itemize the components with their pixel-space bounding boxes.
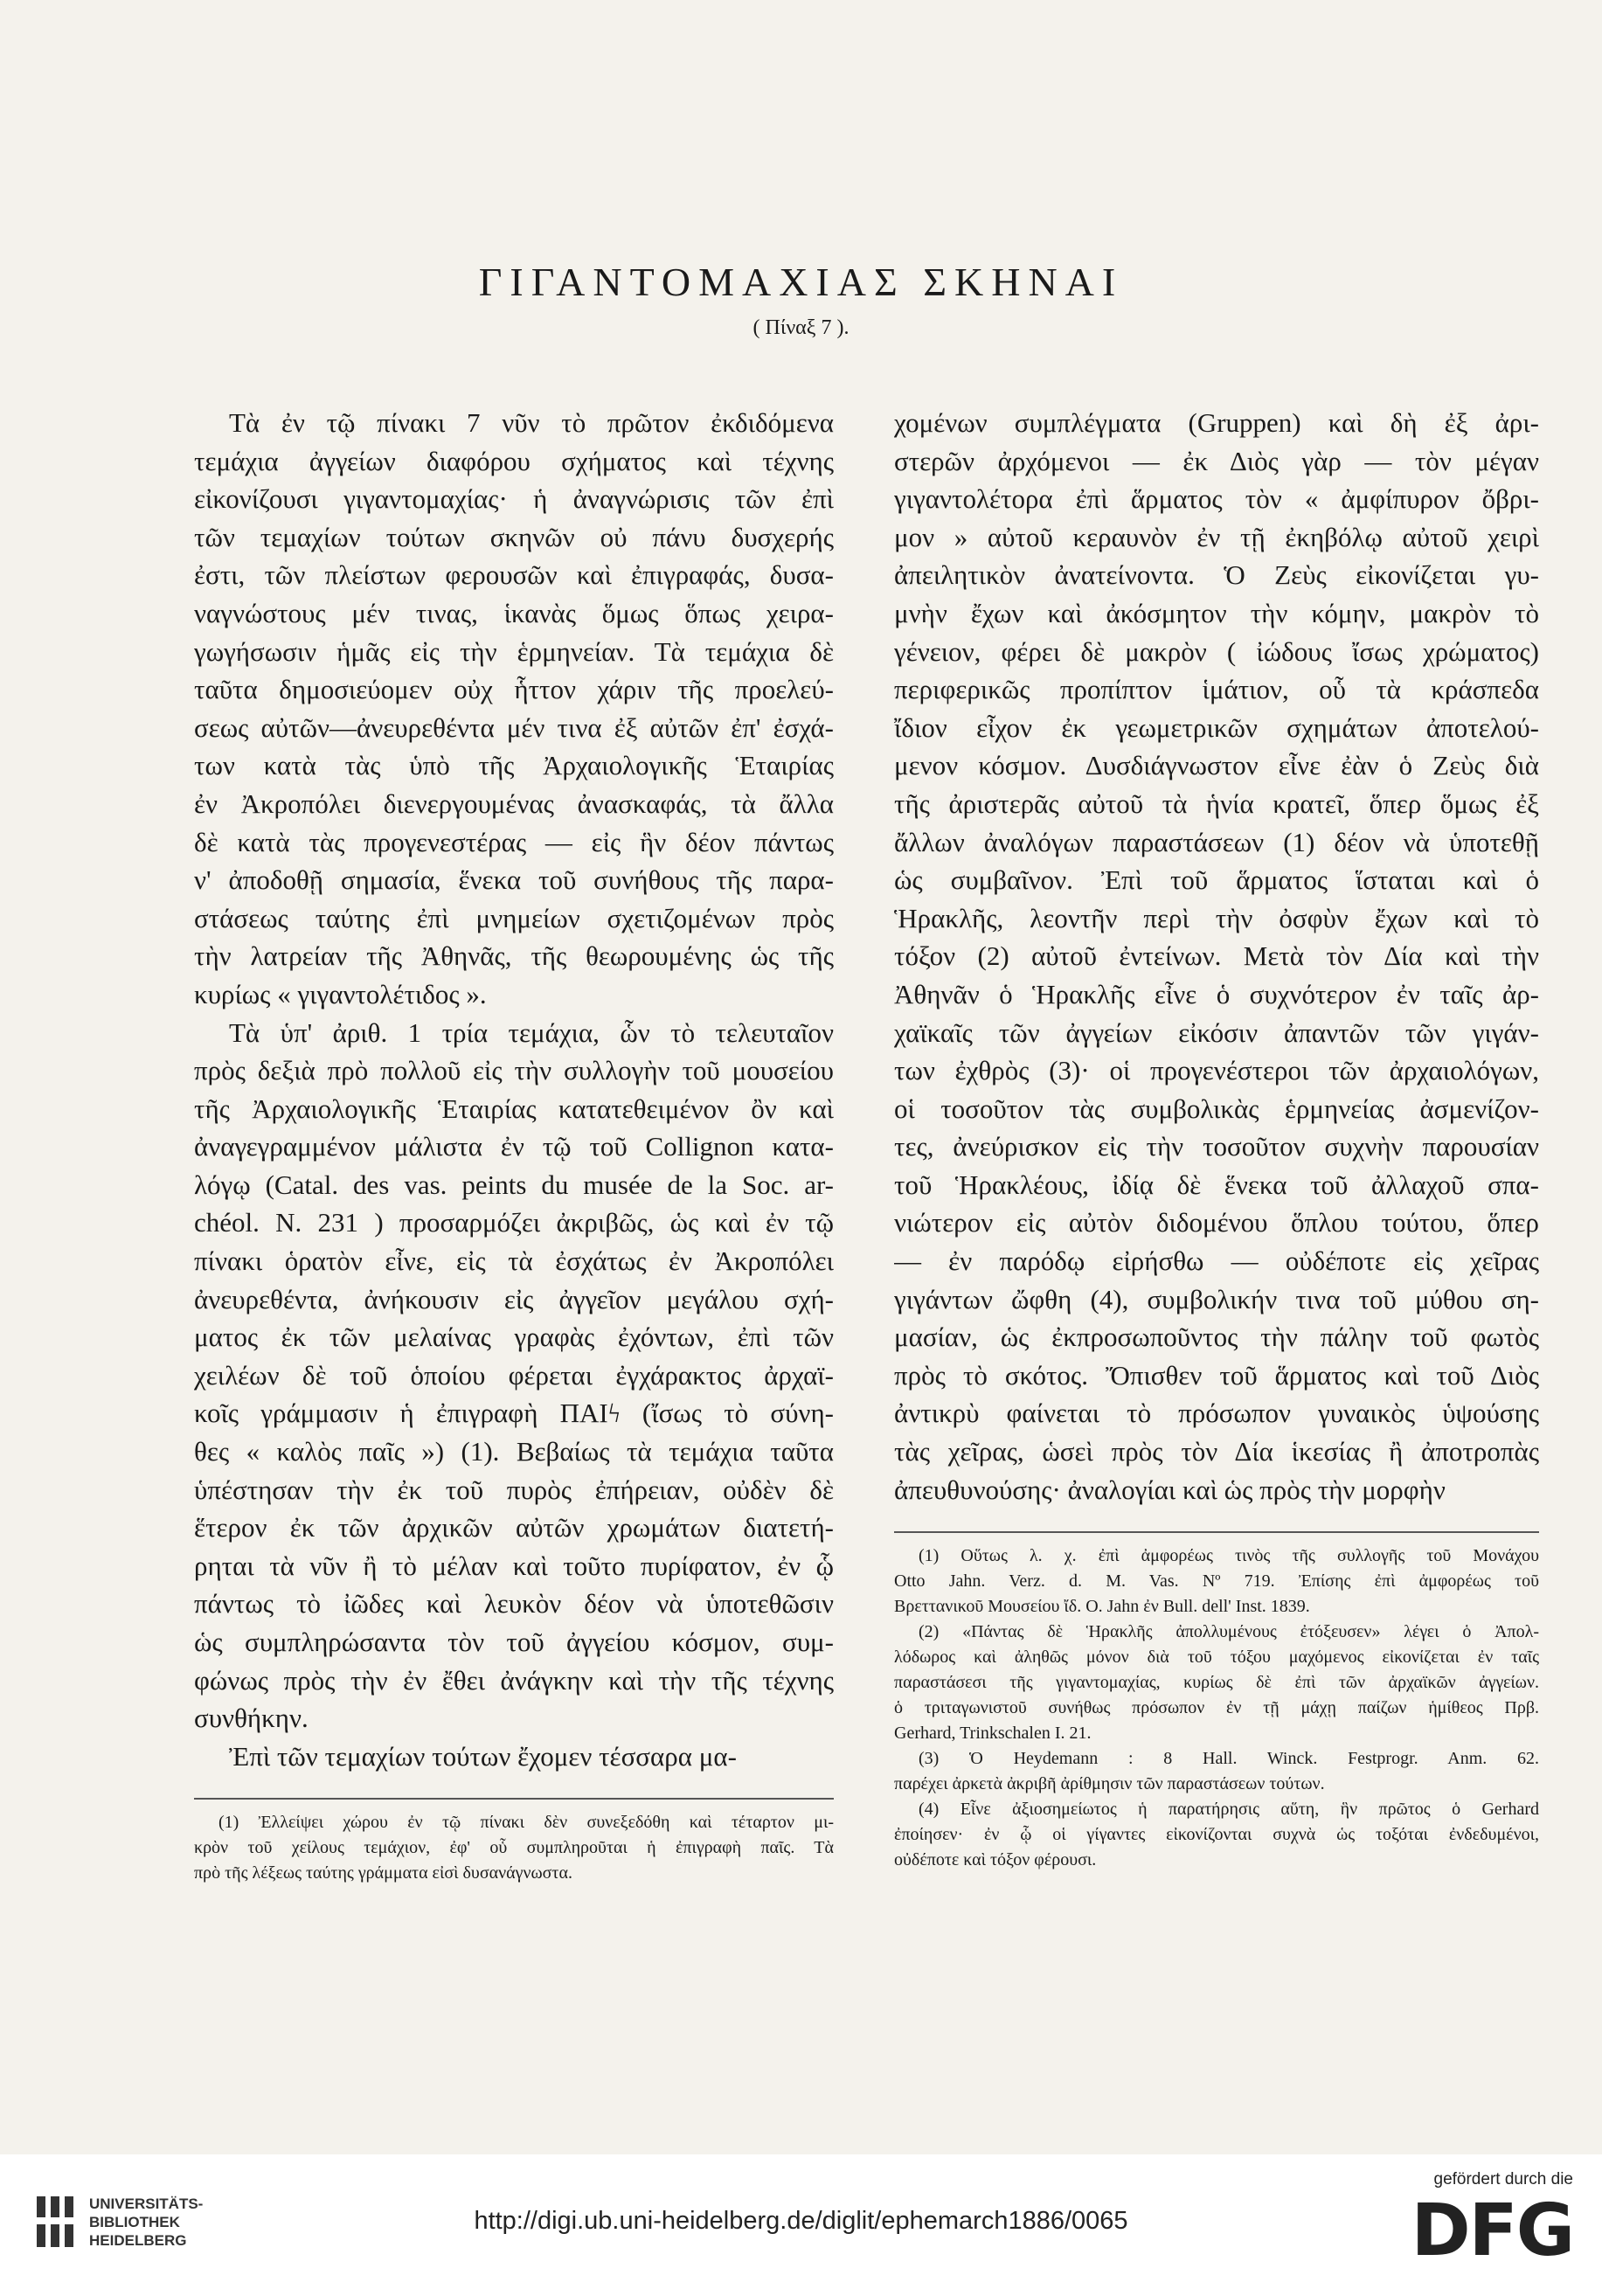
- body-text-line: φώνως πρὸς τὴν ἐν ἔθει ἀνάγκην καὶ τὴν τῆς τέχνης: [194, 1664, 834, 1696]
- body-text-line: τὰς χεῖρας, ὡσεὶ πρὸς τὸν Δία ἱκεσίας ἢ ἀποτροπὰς: [894, 1436, 1539, 1467]
- plate-reference: ( Πίναξ 7 ).: [752, 316, 850, 339]
- body-text-line: των κατὰ τὰς ὑπὸ τῆς Ἀρχαιολογικῆς Ἑταιρίας: [194, 750, 834, 781]
- body-text-line: μον » αὐτοῦ κεραυνὸν ἐν τῇ ἐκηβόλῳ αὐτοῦ χειρὶ: [894, 521, 1539, 552]
- body-text-line: Τὰ ὑπ' ἀριθ. 1 τρία τεμάχια, ὧν τὸ τελευταῖον: [229, 1016, 834, 1048]
- dfg-logo: DFG: [1411, 2189, 1573, 2272]
- body-text-line: γωγήσωσιν ἡμᾶς εἰς τὴν ἑρμηνείαν. Τὰ τεμάχια δὲ: [194, 635, 834, 667]
- footnote-line: (2) «Πάντας δὲ Ἡρακλῆς ἀπολλυμένους ἐτόξευσεν» λέγει ὁ Ἀπολ-: [919, 1622, 1539, 1642]
- body-text-line: δὲ κατὰ τὰς προγενεστέρας — εἰς ἣν δέον πάντως: [194, 826, 834, 857]
- body-text-line: γιγάντων ὤφθη (4), συμβολικήν τινα τοῦ μύθου ση-: [894, 1283, 1539, 1314]
- body-text-line: πρὸς τὸ σκότος. Ὄπισθεν τοῦ ἅρματος καὶ τοῦ Διὸς: [894, 1359, 1539, 1391]
- body-text-line: ἀνευρεθέντα, ἀνήκουσιν εἰς ἀγγεῖον μεγάλου σχή-: [194, 1283, 834, 1314]
- body-text-line: ὡς συμβαῖνον. Ἐπὶ τοῦ ἅρματος ἵσταται καὶ ὁ: [894, 864, 1539, 896]
- body-text-line: θες « καλὸς παῖς ») (1). Βεβαίως τὰ τεμάχια ταῦτα: [194, 1436, 834, 1467]
- body-text-line: μνὴν ἔχων καὶ ἀκόσμητον τὴν κόμην, μακρὸν τὸ: [894, 597, 1539, 628]
- body-text-line: ἐν Ἀκροπόλει διενεργουμένας ἀνασκαφάς, τὰ ἄλλα: [194, 787, 834, 819]
- right-column-body: [894, 404, 1539, 1509]
- body-text-line: σεως αὐτῶν—ἀνευρεθέντα μέν τινα ἐξ αὐτῶν ἐπ' ἐσχά-: [194, 711, 834, 743]
- body-text-line: ναγνώστους μέν τινας, ἱκανὰς ὅμως ὅπως χειρα-: [194, 597, 834, 628]
- body-text-line: τῆς Ἀρχαιολογικῆς Ἑταιρίας κατατεθειμένον ὂν καὶ: [194, 1093, 834, 1124]
- left-column-body: [194, 404, 834, 1775]
- body-text-line: συνθήκην.: [194, 1703, 309, 1734]
- left-column-footnotes: [194, 1810, 834, 1886]
- footnote-divider: [194, 1798, 834, 1800]
- body-text-line: στάσεως ταύτης ἐπὶ μνημείων σχετιζομένων πρὸς: [194, 902, 834, 933]
- body-text-line: χαϊκαῖς τῶν ἀγγείων εἰκόσιν ἀπαντῶν τῶν γιγάν-: [894, 1016, 1539, 1048]
- body-text-line: ἀναγεγραμμένον μάλιστα ἐν τῷ τοῦ Collignon κατα-: [194, 1131, 834, 1162]
- right-column: [894, 404, 1539, 1873]
- body-text-line: εἰκονίζουσι γιγαντομαχίας· ἡ ἀναγνώρισις τῶν ἐπὶ: [194, 483, 834, 515]
- body-text-line: πάντως τὸ ἰῶδες καὶ λευκὸν δέον νὰ ὑποτεθῶσιν: [194, 1588, 834, 1620]
- body-text-line: ὑπέστησαν τὴν ἐκ τοῦ πυρὸς ἐπήρειαν, οὐδὲν δὲ: [194, 1474, 834, 1505]
- footnote-line: (4) Εἶνε ἀξιοσημείωτος ἡ παρατήρησις αὕτη, ἣν πρῶτος ὁ Gerhard: [919, 1800, 1539, 1820]
- footnote-line: κρὸν τοῦ χείλους τεμάχιον, ἐφ' οὗ συμπληροῦται ἡ ἐπιγραφὴ παῖς. Τὰ: [194, 1838, 834, 1858]
- footnote-line: οὐδέποτε καὶ τόξον φέρουσι.: [894, 1850, 1097, 1870]
- footnote-line: Gerhard, Trinkschalen I. 21.: [894, 1724, 1092, 1744]
- footnote-line: (1) Οὕτως λ. χ. ἐπὶ ἀμφορέως τινὸς τῆς συλλογῆς τοῦ Μονάχου: [919, 1546, 1539, 1566]
- body-text-line: τες, ἀνεύρισκον εἰς τὴν τοσοῦτον συχνὴν παρουσίαν: [894, 1131, 1539, 1162]
- body-text-line: Ἡρακλῆς, λεοντῆν περὶ τὴν ὀσφὺν ἔχων καὶ τὸ: [894, 902, 1539, 933]
- body-text-line: τῆς ἀριστερᾶς αὐτοῦ τὰ ἡνία κρατεῖ, ὅπερ ὅμως ἐξ: [894, 787, 1539, 819]
- body-text-line: νιώτερον εἰς αὐτὸν διδομένου ὅπλου τούτου, ὅπερ: [894, 1207, 1539, 1238]
- body-text-line: στερῶν ἀρχόμενοι — ἐκ Διὸς γὰρ — τὸν μέγαν: [894, 445, 1539, 476]
- body-text-line: πίνακι ὁρατὸν εἶνε, εἰς τὰ ἐσχάτως ἐν Ἀκροπόλει: [194, 1245, 834, 1277]
- funder-block: [1398, 2170, 1573, 2284]
- body-text-line: γένειον, φέρει δὲ μακρὸν ( ἰώδους ἴσως χρώματος): [894, 635, 1539, 667]
- body-text-line: — ἐν παρόδῳ εἰρήσθω — οὐδέποτε εἰς χεῖρας: [894, 1245, 1539, 1277]
- footnote-line: λόδωρος καὶ ἀληθῶς μόνον διὰ τοῦ τόξου μαχόμενος εἰκονίζεται ἐν ταῖς: [894, 1647, 1539, 1668]
- library-name-line: BIBLIOTHEK: [89, 2214, 180, 2230]
- body-text-line: τῶν τεμαχίων τούτων σκηνῶν οὐ πάνυ δυσχερής: [194, 521, 834, 552]
- funding-caption: gefördert durch die: [1433, 2170, 1573, 2188]
- footnote-line: Βρεττανικοῦ Μουσείου ἴδ. O. Jahn ἐν Bull. dell' Inst. 1839.: [894, 1597, 1310, 1617]
- footnote-line: παρέχει ἀρκετὰ ἀκριβῆ ἀρίθμησιν τῶν παραστάσεων τούτων.: [894, 1774, 1325, 1794]
- library-name-line: HEIDELBERG: [89, 2232, 187, 2249]
- footnote-line: (3) Ὁ Heydemann : 8 Hall. Winck. Festprogr. Anm. 62.: [919, 1749, 1539, 1769]
- body-text-line: ματος ἐκ τῶν μελαίνας γραφὰς ἐχόντων, ἐπὶ τῶν: [194, 1321, 834, 1353]
- page-title: ΓΙΓΑΝΤΟΜΑΧΙΑΣ ΣΚΗΝΑΙ: [478, 260, 1124, 304]
- permalink-url[interactable]: http://digi.ub.uni-heidelberg.de/diglit/ephemarch1886/0065: [474, 2207, 1128, 2235]
- body-text-line: Τὰ ἐν τῷ πίνακι 7 νῦν τὸ πρῶτον ἐκδιδόμενα: [229, 407, 834, 438]
- footnote-line: ὁ τριταγωνιστοῦ συνήθως πρόσωπον ἐν τῇ μάχῃ παίζων ἡμίθεος Πρβ.: [894, 1698, 1539, 1718]
- body-text-line: χομένων συμπλέγματα (Gruppen) καὶ δὴ ἐξ ἀρι-: [894, 407, 1539, 438]
- body-text-line: Ἀθηνᾶν ὁ Ἡρακλῆς εἶνε ὁ συχνότερον ἐν ταῖς ἀρ-: [894, 978, 1539, 1009]
- body-text-line: τοῦ Ἡρακλέους, ἰδίᾳ δὲ ἕνεκα τοῦ ἀλλαχοῦ σπα-: [894, 1169, 1539, 1200]
- body-text-line: κυρίως « γιγαντολέτιδος ».: [194, 978, 487, 1009]
- body-text-line: μενον κόσμον. Δυσδιάγνωστον εἶνε ἐὰν ὁ Ζεὺς διὰ: [894, 750, 1539, 781]
- body-text-line: ὡς συμπληρώσαντα τὸν τοῦ ἀγγείου κόσμον, συμ-: [194, 1627, 834, 1657]
- left-column: [194, 404, 834, 1886]
- footnote-line: πρὸ τῆς λέξεως ταύτης γράμματα εἰσὶ δυσανάγνωστα.: [194, 1863, 572, 1883]
- body-text-line: οἱ τοσοῦτον τὰς συμβολικὰς ἑρμηνείας ἀσμενίζον-: [894, 1093, 1539, 1124]
- body-text-line: ἕτερον ἐκ τῶν ἀρχικῶν αὐτῶν χρωμάτων διατετή-: [194, 1512, 834, 1543]
- footnote-line: ἐποίησεν· ἐν ᾧ οἱ γίγαντες εἰκονίζονται συχνὰ ὡς τοξόται ἐνδεδυμένοι,: [894, 1825, 1539, 1845]
- body-text-line: κοῖς γράμμασιν ἡ ἐπιγραφὴ ΠΑΙϟ (ἴσως τὸ σύνη-: [194, 1398, 834, 1429]
- body-text-line: ταῦτα δημοσιεύομεν οὐχ ἧττον χάριν τῆς προελεύ-: [194, 674, 834, 705]
- body-text-line: λόγῳ (Catal. des vas. peints du musée de la Soc. ar-: [194, 1169, 834, 1200]
- library-name-line: UNIVERSITÄTS-: [89, 2195, 204, 2212]
- body-text-line: τεμάχια ἀγγείων διαφόρου σχήματος καὶ τέχνης: [194, 445, 834, 476]
- body-text-line: πρὸς δεξιὰ πρὸ πολλοῦ εἰς τὴν συλλογὴν τοῦ μουσείου: [194, 1055, 834, 1086]
- body-text-line: ἴδιον εἶχον ἐκ γεωμετρικῶν σχημάτων ἀποτελού-: [894, 711, 1539, 743]
- body-text-line: περιφερικῶς προπίπτον ἱμάτιον, οὗ τὰ κράσπεδα: [894, 674, 1539, 705]
- footnote-divider: [894, 1531, 1539, 1533]
- body-text-line: ἀντικρὺ φαίνεται τὸ πρόσωπον γυναικὸς ὑψούσης: [894, 1398, 1539, 1429]
- right-column-footnotes: [894, 1543, 1539, 1873]
- footnote-line: παραστάσεσι τῆς γιγαντομαχίας, κυρίως δὲ ἐπὶ τῶν ἀρχαϊκῶν ἀγγείων.: [894, 1673, 1539, 1693]
- body-text-line: ἐστι, τῶν πλείστων φερουσῶν καὶ ἐπιγραφάς, δυσα-: [194, 559, 834, 591]
- body-text-line: τόξον (2) αὐτοῦ ἐντείνων. Μετὰ τὸν Δία καὶ τὴν: [894, 940, 1539, 972]
- body-text-line: ρηται τὰ νῦν ἢ τὸ μέλαν καὶ τοῦτο πυρίφατον, ἐν ᾧ: [194, 1550, 834, 1581]
- body-text-line: των ἐχθρὸς (3)· οἱ προγενέστεροι τῶν ἀρχαιολόγων,: [894, 1055, 1539, 1086]
- body-text-line: ἄλλων ἀναλόγων παραστάσεων (1) δέον νὰ ὑποτεθῇ: [894, 826, 1539, 857]
- body-text-line: Ἐπὶ τῶν τεμαχίων τούτων ἔχομεν τέσσαρα μα-: [229, 1740, 737, 1772]
- digitization-footer: [0, 2154, 1602, 2296]
- body-text-line: τὴν λατρείαν τῆς Ἀθηνᾶς, τῆς θεωρουμένης ὡς τῆς: [194, 940, 834, 972]
- body-text-line: μασίαν, ὡς ἐκπροσωποῦντος τὴν πάλην τοῦ φωτὸς: [894, 1321, 1539, 1353]
- body-text-line: χειλέων δὲ τοῦ ὁποίου φέρεται ἐγχάρακτος ἀρχαϊ-: [194, 1359, 834, 1391]
- body-text-line: ἀπειλητικὸν ἀνατείνοντα. Ὁ Ζεὺς εἰκονίζεται γυ-: [894, 559, 1539, 591]
- body-text-line: chéol. N. 231 ) προσαρμόζει ἀκριβῶς, ὡς καὶ ἐν τῷ: [194, 1207, 834, 1238]
- footnote-line: Otto Jahn. Verz. d. M. Vas. Nº 719. Ἐπίσης ἐπὶ ἀμφορέως τοῦ: [894, 1571, 1539, 1592]
- body-text-line: γιγαντολέτορα ἐπὶ ἅρματος τὸν « ἀμφίπυρον ὄβρι-: [894, 483, 1539, 515]
- footnote-line: (1) Ἐλλείψει χώρου ἐν τῷ πίνακι δὲν συνεξεδόθη καὶ τέταρτον μι-: [218, 1813, 834, 1833]
- body-text-line: ἀπευθυνούσης· ἀναλογίαι καὶ ὡς πρὸς τὴν μορφὴν: [894, 1474, 1446, 1505]
- body-text-line: ν' ἀποδοθῇ σημασία, ἕνεκα τοῦ συνήθους τῆς παρα-: [194, 864, 834, 896]
